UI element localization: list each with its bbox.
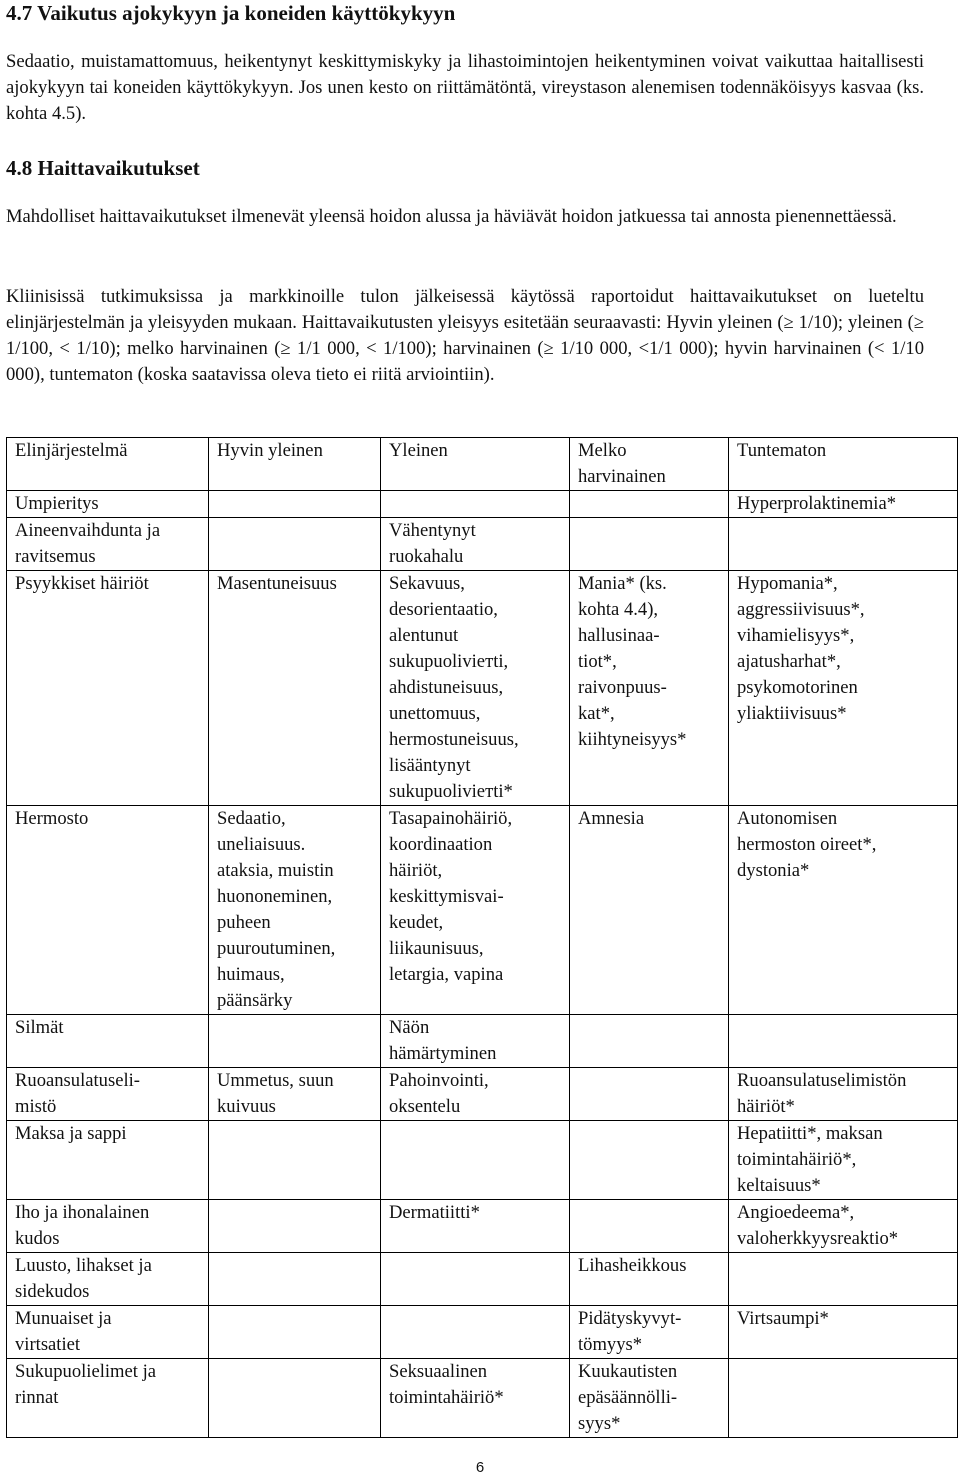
- header-cell-unknown: Tuntematon: [729, 438, 958, 491]
- header-cell-uncommon: Melko harvinainen: [570, 438, 729, 491]
- organ-system-cell: Iho ja ihonalainen kudos: [7, 1200, 209, 1253]
- table-cell: Ruoansulatuselimistön häiriöt*: [729, 1068, 958, 1121]
- table-cell: Angioedeema*, valoherkkyysreaktio*: [729, 1200, 958, 1253]
- table-cell: Vähentynyt ruokahalu: [381, 518, 570, 571]
- section-4-8-paragraph-2: Kliinisissä tutkimuksissa ja markkinoille tulon jälkeisessä käytössä raportoidut haittavaikutukset on lueteltu elinjärjestelmän ja yleisyyden mukaan. Haittavaikutusten yleisyys esitetään seuraavasti: Hyvin yleinen (≥ 1/10); yleinen (≥ 1/100, < 1/10); melko harvinainen (≥ 1/1 000, < 1/100); harvinainen (≥ 1/10 000, <1/1 000); hyvin harvinainen (< 1/10 000), tuntematon (koska saatavissa oleva tieto ei riitä arviointiin).: [6, 286, 924, 385]
- table-cell: [570, 1068, 729, 1121]
- table-cell: [209, 1015, 381, 1068]
- table-cell: [729, 1015, 958, 1068]
- table-cell: Mania* (ks. kohta 4.4), hallusinaa- tiot*, raivonpuus- kat*, kiihtyneisyys*: [570, 571, 729, 806]
- table-cell: Autonomisen hermoston oireet*, dystonia*: [729, 806, 958, 1015]
- table-row: [7, 571, 958, 806]
- organ-system-cell: Aineenvaihdunta ja ravitsemus: [7, 518, 209, 571]
- table-row: [7, 1306, 958, 1359]
- section-4-8-paragraph-1: Mahdolliset haittavaikutukset ilmenevät yleensä hoidon alussa ja häviävät hoidon jatkuessa tai annosta pienennettäessä.: [6, 206, 897, 227]
- table-cell: Masentuneisuus: [209, 571, 381, 806]
- table-cell: [570, 1200, 729, 1253]
- table-row: [7, 1015, 958, 1068]
- table-cell: [209, 491, 381, 518]
- page-number: 6: [475, 1459, 485, 1476]
- table-cell: [209, 1121, 381, 1200]
- table-cell: [570, 518, 729, 571]
- table-cell: Ummetus, suun kuivuus: [209, 1068, 381, 1121]
- table-cell: Dermatiitti*: [381, 1200, 570, 1253]
- table-row: [7, 1068, 958, 1121]
- table-row: [7, 518, 958, 571]
- table-row: [7, 1359, 958, 1438]
- table-row: [7, 1253, 958, 1306]
- section-4-8-heading: 4.8 Haittavaikutukset: [6, 156, 200, 180]
- table-cell: Näön hämärtyminen: [381, 1015, 570, 1068]
- table-cell: [729, 1253, 958, 1306]
- table-cell: [381, 1253, 570, 1306]
- table-cell: Sedaatio, uneliaisuus. ataksia, muistin huononeminen, puheen puuroutuminen, huimaus, päänsärky: [209, 806, 381, 1015]
- table-cell: [729, 1359, 958, 1438]
- table-cell: Pahoinvointi, oksentelu: [381, 1068, 570, 1121]
- table-cell: [381, 491, 570, 518]
- table-cell: [729, 518, 958, 571]
- organ-system-cell: Psyykkiset häiriöt: [7, 571, 209, 806]
- table-row: [7, 806, 958, 1015]
- table-cell: Pidätyskyvyt- tömyys*: [570, 1306, 729, 1359]
- table-cell: [209, 518, 381, 571]
- organ-system-cell: Munuaiset ja virtsatiet: [7, 1306, 209, 1359]
- organ-system-cell: Maksa ja sappi: [7, 1121, 209, 1200]
- table-cell: Kuukautisten epäsäännölli- syys*: [570, 1359, 729, 1438]
- organ-system-cell: Silmät: [7, 1015, 209, 1068]
- table-cell: Hepatiitti*, maksan toimintahäiriö*, keltaisuus*: [729, 1121, 958, 1200]
- table-row: [7, 1121, 958, 1200]
- table-cell: Hypomania*, aggressiivisuus*, vihamielisyys*, ajatusharhat*, psykomotorinen yliaktiivisuus*: [729, 571, 958, 806]
- table-cell: Hyperprolaktinemia*: [729, 491, 958, 518]
- section-4-7-text: Sedaatio, muistamattomuus, heikentynyt keskittymiskyky ja lihastoimintojen heikentyminen voivat vaikuttaa haitallisesti ajokykyyn tai koneiden käyttökykyyn. Jos unen kesto on riittämätöntä, vireystason alenemisen todennäköisyys kasvaa (ks. kohta 4.5).: [6, 51, 924, 124]
- table-cell: [209, 1200, 381, 1253]
- organ-system-cell: Luusto, lihakset ja sidekudos: [7, 1253, 209, 1306]
- table-cell: [209, 1253, 381, 1306]
- header-cell-organ-system: Elinjärjestelmä: [7, 438, 209, 491]
- table-cell: [381, 1306, 570, 1359]
- table-cell: Amnesia: [570, 806, 729, 1015]
- header-cell-very-common: Hyvin yleinen: [209, 438, 381, 491]
- table-header-row: [7, 438, 958, 491]
- table-cell: [570, 1015, 729, 1068]
- organ-system-cell: Sukupuolielimet ja rinnat: [7, 1359, 209, 1438]
- header-cell-common: Yleinen: [381, 438, 570, 491]
- section-4-7-heading: 4.7 Vaikutus ajokykyyn ja koneiden käyttökykyyn: [6, 1, 456, 25]
- table-cell: Virtsaumpi*: [729, 1306, 958, 1359]
- table-cell: [570, 491, 729, 518]
- organ-system-cell: Hermosto: [7, 806, 209, 1015]
- organ-system-cell: Ruoansulatuseli- mistö: [7, 1068, 209, 1121]
- table-cell: Tasapainohäiriö, koordinaation häiriöt, keskittymisvai- keudet, liikaunisuus, letargia, vapina: [381, 806, 570, 1015]
- table-cell: [209, 1359, 381, 1438]
- table-cell: Sekavuus, desorientaatio, alentunut sukupuoliviетti, ahdistuneisuus, unettomuus, hermostuneisuus, lisääntynyt sukupuoliviетti*: [381, 571, 570, 806]
- table-cell: [381, 1121, 570, 1200]
- table-cell: Lihasheikkous: [570, 1253, 729, 1306]
- table-row: [7, 1200, 958, 1253]
- table-row: [7, 491, 958, 518]
- adverse-effects-table: [6, 437, 958, 1438]
- adverse-effects-table-body: [7, 438, 958, 1438]
- table-cell: [570, 1121, 729, 1200]
- table-cell: Seksuaalinen toimintahäiriö*: [381, 1359, 570, 1438]
- organ-system-cell: Umpieritys: [7, 491, 209, 518]
- table-cell: [209, 1306, 381, 1359]
